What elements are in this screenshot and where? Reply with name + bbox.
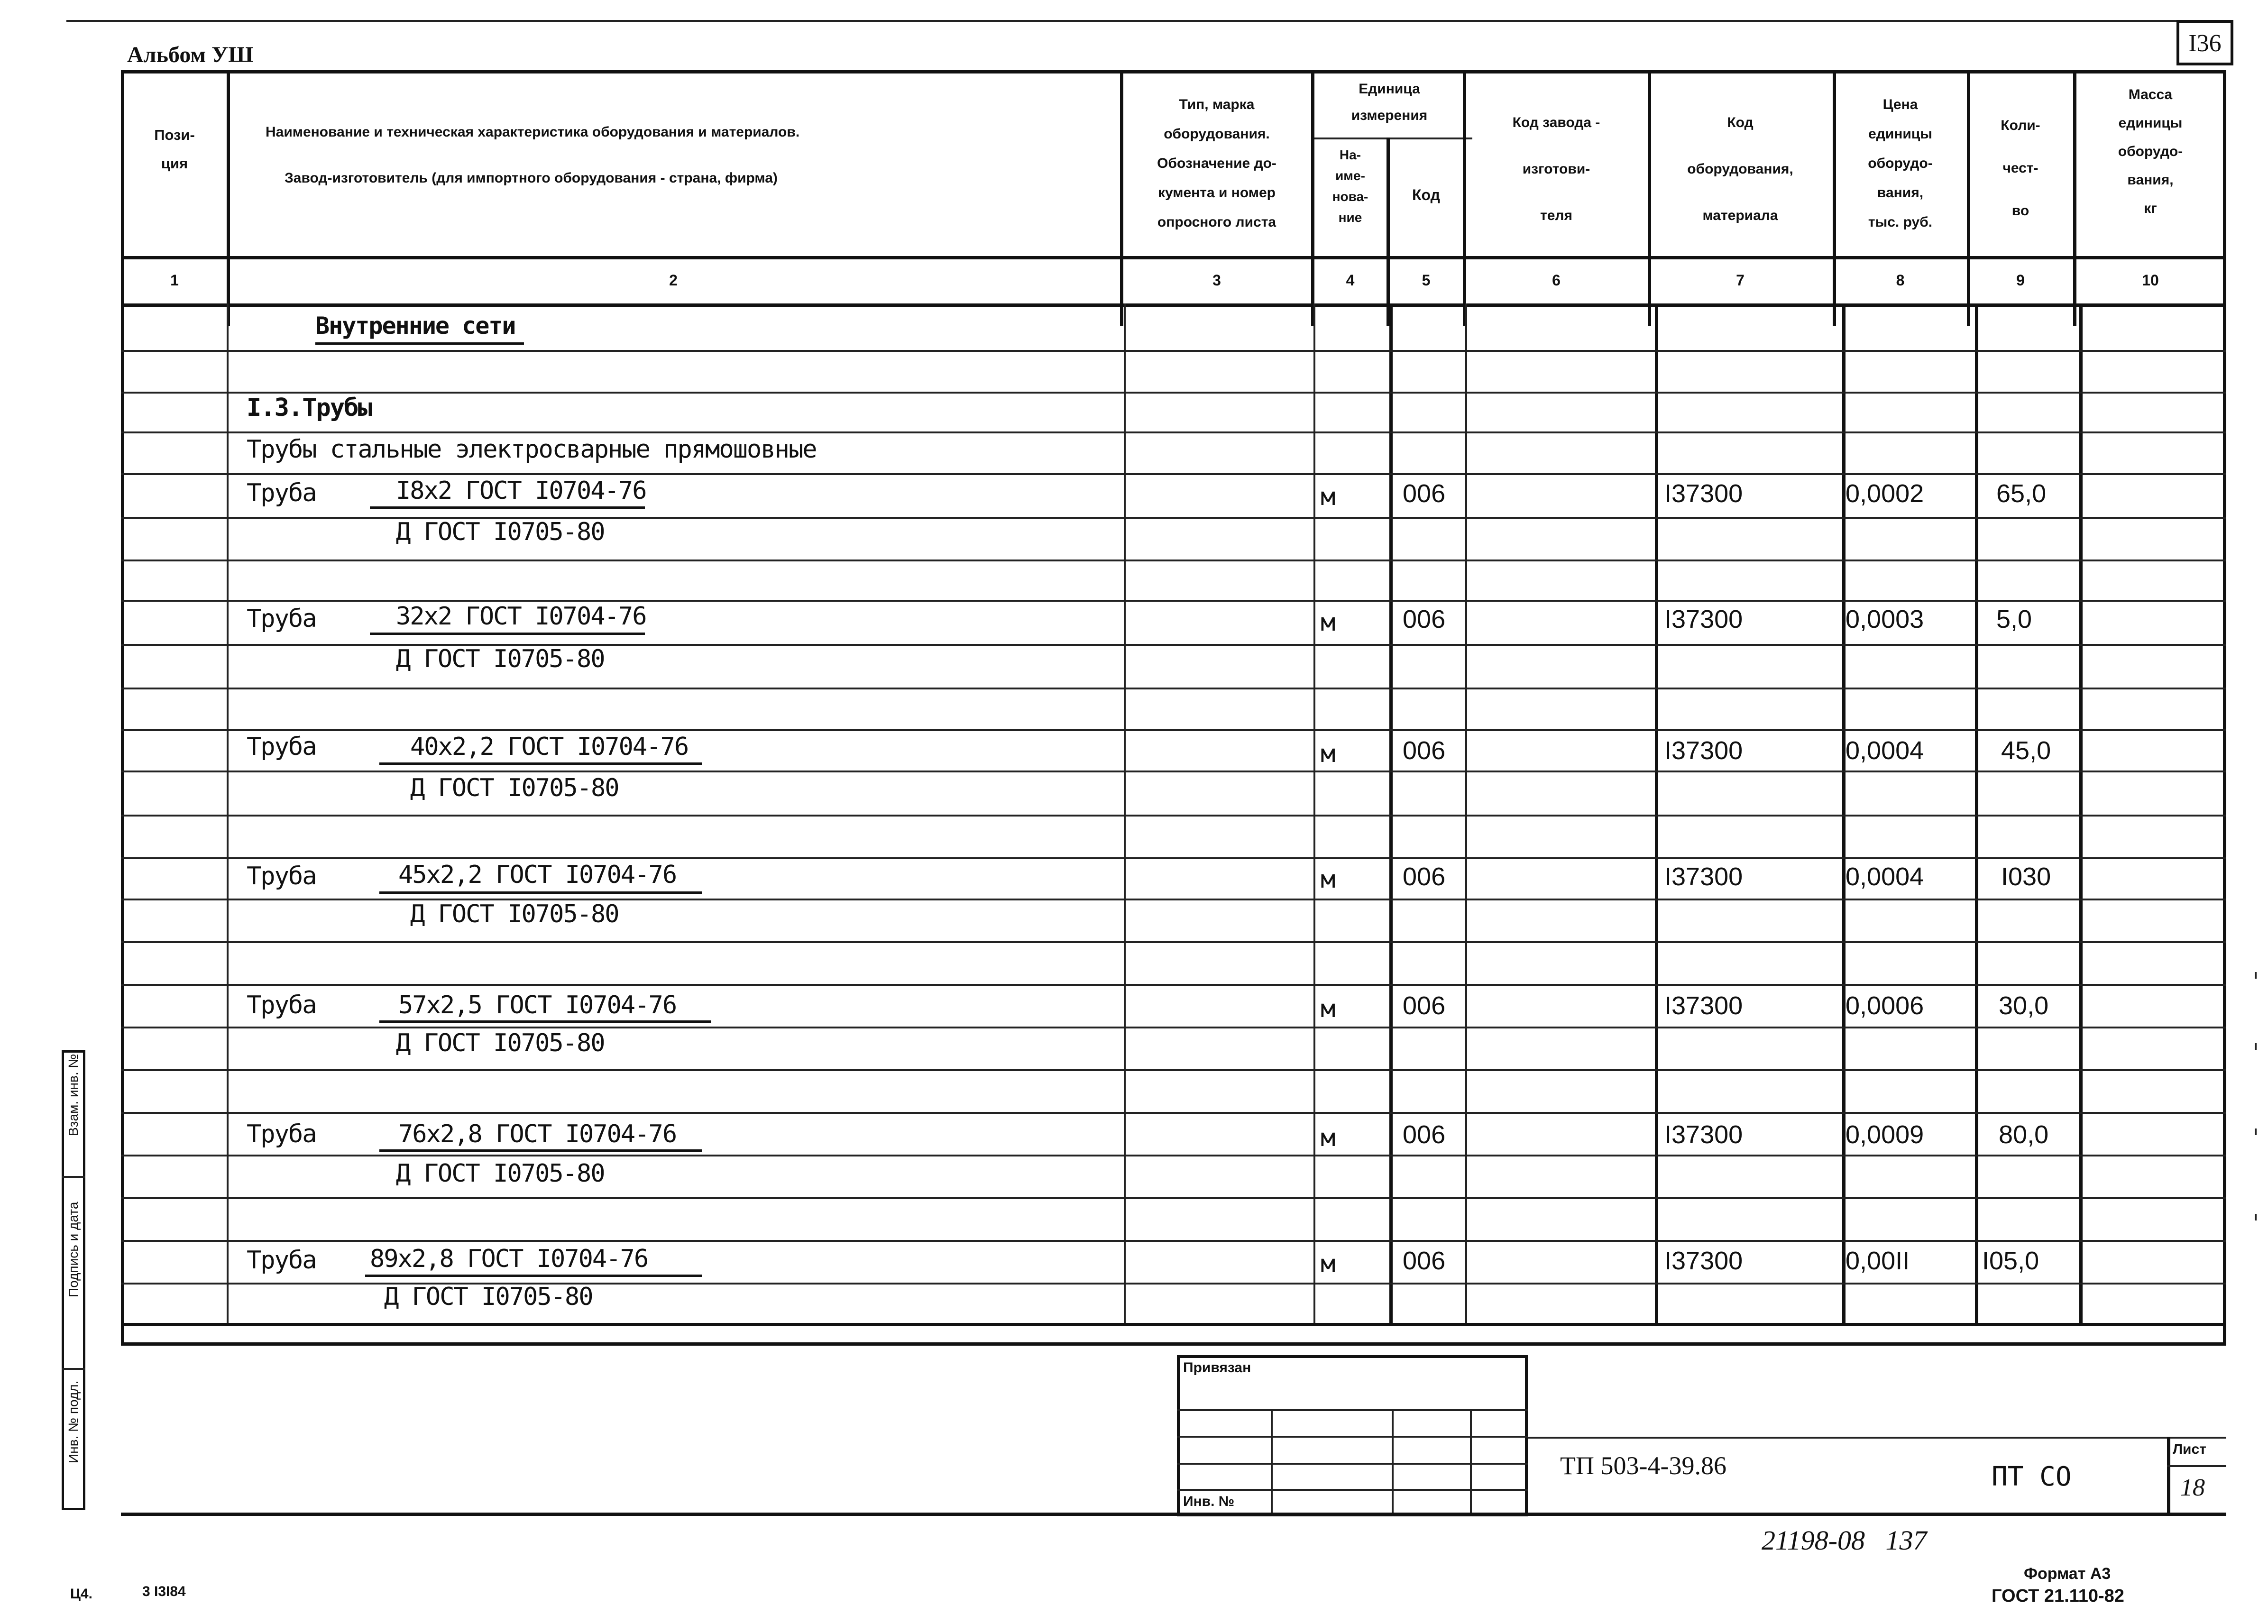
edge-tick	[2255, 1214, 2257, 1220]
col-number: 5	[1422, 272, 1431, 289]
header-unit-name: На- име- нова- ние	[1332, 147, 1368, 225]
item-unit-code: 006	[1403, 1247, 1446, 1275]
sheet-label: Лист	[2173, 1441, 2206, 1457]
item-quantity: 5,0	[1996, 605, 2032, 633]
doc-code: ТП 503-4-39.86	[1560, 1451, 1726, 1480]
item-spec: I8x2 ГОСТ I0704-76	[396, 477, 646, 505]
item-unit: м	[1321, 995, 1335, 1023]
format-label: Формат А3	[2024, 1565, 2111, 1583]
row-line	[121, 600, 2226, 602]
spec-underline	[370, 506, 645, 509]
item-spec2: Д ГОСТ I0705-80	[410, 900, 619, 928]
col-line	[1842, 303, 1846, 1323]
header-material-code: Код оборудования, материала	[1687, 115, 1793, 223]
item-quantity: I05,0	[1982, 1247, 2039, 1275]
row-line	[121, 1069, 2226, 1071]
spec-underline	[370, 633, 645, 635]
row-line	[121, 857, 2226, 859]
spec-underline	[365, 1275, 702, 1277]
stamp-col	[2167, 1437, 2170, 1513]
row-line	[121, 984, 2226, 986]
header-price: Цена единицы оборудо- вания, тыс. руб.	[1868, 97, 1933, 230]
item-spec: 45x2,2 ГОСТ I0704-76	[398, 861, 677, 889]
item-unit: м	[1321, 1250, 1335, 1278]
header-name-line1: Наименование и техническая характеристика оборудования и материалов.	[266, 124, 800, 140]
row-line	[121, 815, 2226, 817]
spec-underline	[379, 1020, 711, 1023]
col-number: 3	[1212, 272, 1221, 289]
col-number: 2	[669, 272, 678, 289]
item-price: 0,0006	[1846, 991, 1924, 1020]
col-line	[1124, 303, 1126, 1323]
header-unit-group: Единица измерения	[1351, 81, 1428, 123]
col-line	[1975, 303, 1978, 1323]
item-quantity: 80,0	[1999, 1120, 2049, 1149]
col-number: 8	[1896, 272, 1905, 289]
footer-left-code: Ц4.	[70, 1586, 92, 1602]
side-label-2: Подпись и дата	[66, 1202, 81, 1297]
item-spec2: Д ГОСТ I0705-80	[396, 1159, 605, 1188]
table-body-bottom	[121, 1323, 2226, 1326]
item-quantity: 65,0	[1996, 479, 2047, 508]
side-label-3: Инв. № подл.	[66, 1380, 81, 1463]
header-position: Пози- ция	[154, 127, 195, 172]
item-price: 0,0009	[1846, 1120, 1924, 1149]
item-unit-code: 006	[1403, 1120, 1446, 1149]
item-material-code: I37300	[1664, 1247, 1743, 1275]
item-material-code: I37300	[1664, 991, 1743, 1020]
header-factory-code: Код завода - изготови- теля	[1512, 115, 1600, 223]
col-number: 7	[1736, 272, 1745, 289]
col-number: 6	[1552, 272, 1561, 289]
stamp-line	[1177, 1489, 1528, 1491]
item-unit-code: 006	[1403, 479, 1446, 508]
col-line	[1465, 303, 1467, 1323]
item-quantity: 45,0	[2001, 736, 2051, 765]
top-rule	[66, 20, 2219, 22]
col-line	[1120, 70, 1123, 326]
item-unit: м	[1321, 740, 1335, 768]
row-line	[121, 560, 2226, 561]
item-name: Труба	[247, 605, 316, 633]
stamp-line	[2167, 1465, 2226, 1467]
col-line	[2079, 303, 2083, 1323]
item-unit: м	[1321, 1124, 1335, 1152]
item-price: 0,0004	[1846, 862, 1924, 891]
stamp-col	[1271, 1409, 1273, 1516]
spec-underline	[379, 891, 702, 894]
header-unit-code: Код	[1412, 186, 1440, 203]
spec-underline	[379, 762, 702, 765]
item-quantity: I030	[2001, 862, 2051, 891]
item-spec: 32x2 ГОСТ I0704-76	[396, 602, 646, 631]
row-line	[121, 729, 2226, 731]
row-line	[121, 1112, 2226, 1114]
item-price: 0,00II	[1846, 1247, 1910, 1275]
sheet-value: 18	[2180, 1474, 2205, 1501]
header-name-line2: Завод-изготовитель (для импортного оборудования - страна, фирма)	[285, 170, 778, 186]
album-label: Альбом УШ	[127, 42, 254, 67]
row-line	[121, 771, 2226, 772]
col-number: 10	[2142, 272, 2159, 289]
item-spec: 57x2,5 ГОСТ I0704-76	[398, 991, 677, 1019]
item-material-code: I37300	[1664, 605, 1743, 633]
edge-tick	[2255, 1129, 2257, 1135]
header-mass: Масса единицы оборудо- вания, кг	[2118, 87, 2183, 216]
item-name: Труба	[247, 479, 316, 507]
side-label-1: Взам. инв. №	[66, 1054, 81, 1136]
col-number: 4	[1346, 272, 1355, 289]
col-line	[227, 70, 230, 326]
stamp-line	[1177, 1409, 1528, 1411]
section-title: Внутренние сети	[315, 312, 515, 339]
item-spec2: Д ГОСТ I0705-80	[396, 645, 605, 673]
handwritten-ref: 21198-08 137	[1762, 1525, 1927, 1556]
item-name: Труба	[247, 1246, 316, 1275]
colnum-bottom-line	[121, 303, 2226, 307]
item-spec: 89x2,8 ГОСТ I0704-76	[370, 1245, 648, 1273]
item-spec: 40x2,2 ГОСТ I0704-76	[410, 733, 689, 761]
row-line	[121, 1240, 2226, 1242]
item-material-code: I37300	[1664, 862, 1743, 891]
item-unit-code: 006	[1403, 991, 1446, 1020]
item-price: 0,0002	[1846, 479, 1924, 508]
item-spec2: Д ГОСТ I0705-80	[384, 1283, 593, 1311]
stamp-col	[1392, 1409, 1394, 1516]
item-price: 0,0003	[1846, 605, 1924, 633]
item-material-code: I37300	[1664, 479, 1743, 508]
item-spec2: Д ГОСТ I0705-80	[396, 518, 605, 546]
item-price: 0,0004	[1846, 736, 1924, 765]
subsection-title: I.3.Трубы	[247, 394, 372, 422]
item-unit-code: 006	[1403, 605, 1446, 633]
item-quantity: 30,0	[1999, 991, 2049, 1020]
item-unit-code: 006	[1403, 862, 1446, 891]
header-bottom-line	[121, 256, 2226, 259]
col-line	[1655, 303, 1658, 1323]
col-line	[227, 303, 229, 1323]
stamp-line	[1528, 1437, 2226, 1439]
row-line	[121, 688, 2226, 689]
spec-underline	[379, 1149, 702, 1152]
row-line	[121, 1155, 2226, 1156]
col-line	[1313, 303, 1315, 1323]
row-line	[121, 473, 2226, 475]
col-number: 1	[170, 272, 179, 289]
col-number: 9	[2016, 272, 2025, 289]
item-unit: м	[1321, 608, 1335, 637]
item-spec2: Д ГОСТ I0705-80	[396, 1029, 605, 1057]
item-material-code: I37300	[1664, 736, 1743, 765]
inv-no-label: Инв. №	[1183, 1494, 1235, 1509]
privyazan-label: Привязан	[1183, 1360, 1251, 1376]
item-name: Труба	[247, 733, 316, 761]
footer-left-number: 3 I3I84	[142, 1584, 186, 1599]
section-title-underline	[315, 342, 524, 345]
edge-tick	[2255, 972, 2257, 979]
sheet-number-box	[2176, 20, 2233, 65]
gost-label: ГОСТ 21.110-82	[1992, 1586, 2124, 1606]
group-title: Трубы стальные электросварные прямошовные	[247, 435, 817, 464]
bottom-frame-line	[121, 1513, 2226, 1516]
item-unit: м	[1321, 865, 1335, 894]
item-name: Труба	[247, 1120, 316, 1148]
stamp-line	[1177, 1463, 1528, 1465]
item-spec2: Д ГОСТ I0705-80	[410, 774, 619, 802]
item-unit: м	[1321, 483, 1335, 511]
item-name: Труба	[247, 991, 316, 1019]
row-line	[121, 941, 2226, 943]
row-line	[121, 392, 2226, 394]
stamp-line	[1177, 1436, 1528, 1438]
header-quantity: Коли- чест- во	[2001, 118, 2040, 219]
side-strip-line	[62, 1368, 85, 1370]
item-material-code: I37300	[1664, 1120, 1743, 1149]
sheet-number: I36	[2188, 30, 2222, 57]
row-line	[121, 350, 2226, 352]
edge-tick	[2255, 1043, 2257, 1050]
col-line	[1387, 138, 1390, 326]
col-line	[1389, 303, 1393, 1323]
item-spec: 76x2,8 ГОСТ I0704-76	[398, 1120, 677, 1148]
row-line	[121, 1197, 2226, 1199]
unit-group-line	[1311, 138, 1472, 139]
stamp-col	[1470, 1409, 1472, 1516]
item-name: Труба	[247, 862, 316, 890]
side-strip-line	[62, 1176, 85, 1178]
doc-mark: ПТ СО	[1992, 1461, 2072, 1492]
row-line	[121, 431, 2226, 433]
header-type: Тип, марка оборудования. Обозначение до- кумента и номер опросного листа	[1157, 97, 1276, 230]
item-unit-code: 006	[1403, 736, 1446, 765]
row-line	[121, 1027, 2226, 1028]
